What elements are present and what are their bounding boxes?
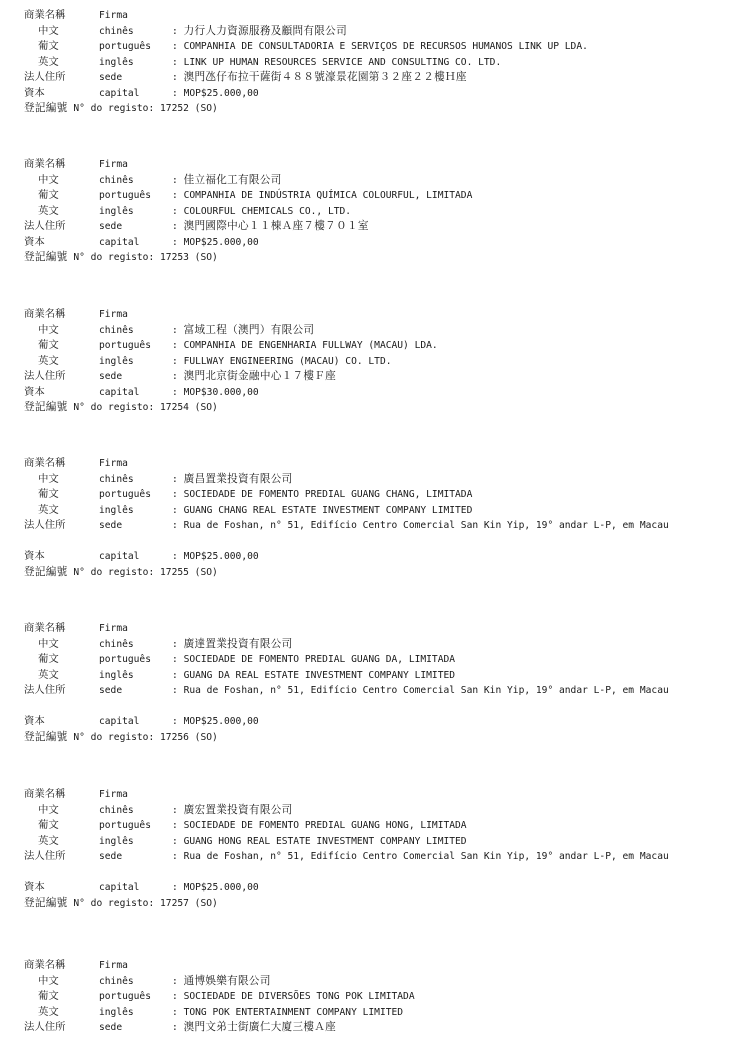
chines-label-zh: 中文 <box>38 637 59 650</box>
registo-label-zh: 登記編號 <box>24 565 68 578</box>
sede-row <box>0 1020 736 1036</box>
firma-label-zh: 商業名稱 <box>24 457 66 469</box>
chines-name: 佳立福化工有限公司 <box>183 173 282 186</box>
ingles-label-zh: 英文 <box>38 1005 59 1018</box>
capital-label-zh: 資本 <box>24 385 45 398</box>
ingles-value: : GUANG CHANG REAL ESTATE INVESTMENT COMPANY LIMITED <box>172 504 473 516</box>
sede-row <box>0 849 736 880</box>
firma-label-zh: 商業名稱 <box>24 959 66 971</box>
sede-value: : Rua de Foshan, n° 51, Edifício Centro Comercial San Kin Yip, 19° andar L-P, em Macau <box>172 520 669 531</box>
ingles-name: TONG POK ENTERTAINMENT COMPANY LIMITED <box>183 1006 404 1018</box>
chines-row <box>0 637 736 653</box>
registo-row <box>0 896 736 912</box>
registo-line <box>24 565 218 581</box>
capital-value: : MOP$25.000,00 <box>172 87 259 99</box>
chines-label-zh: 中文 <box>38 323 59 336</box>
sede-row <box>0 683 736 714</box>
ingles-value: : TONG POK ENTERTAINMENT COMPANY LIMITED <box>172 1006 404 1018</box>
firma-label-pt: Firma <box>99 960 128 971</box>
registo-line <box>24 101 218 117</box>
capital-row <box>0 385 736 401</box>
firma-label-zh: 商業名稱 <box>24 9 66 21</box>
capital-value: : MOP$25.000,00 <box>172 716 259 727</box>
portugues-label-zh: 葡文 <box>38 189 59 201</box>
portugues-row <box>0 487 736 503</box>
sede-label-pt: sede <box>99 221 123 232</box>
chines-row <box>0 323 736 339</box>
portugues-value: : SOCIEDADE DE FOMENTO PREDIAL GUANG HONG, LIMITADA <box>172 820 467 831</box>
ingles-label-zh: 英文 <box>38 354 59 367</box>
registo-row <box>0 730 736 746</box>
firma-label-pt: Firma <box>99 10 128 21</box>
chines-label-pt: chinês <box>99 174 134 186</box>
capital-row <box>0 235 736 251</box>
capital-label-pt: capital <box>99 236 140 248</box>
capital-row <box>0 880 736 896</box>
chines-label-zh: 中文 <box>38 803 59 816</box>
sede-address: 澳門國際中心１１棟Ａ座７樓７０１室 <box>183 220 369 232</box>
sede-address: 澳門氹仔布拉干薩街４８８號濠景花園第３２座２２樓Ｈ座 <box>183 71 467 83</box>
capital-amount: MOP$25.000,00 <box>183 236 259 248</box>
sede-label-zh: 法人住所 <box>24 71 66 83</box>
capital-amount: MOP$25.000,00 <box>183 716 259 727</box>
portugues-label-pt: português <box>99 340 151 351</box>
registo-label-zh: 登記編號 <box>24 401 68 413</box>
chines-value: : 佳立福化工有限公司 <box>172 173 282 186</box>
ingles-row <box>0 55 736 71</box>
portugues-name: COMPANHIA DE INDÚSTRIA QUÍMICA COLOURFUL, LIMITADA <box>183 190 473 201</box>
sede-label-zh: 法人住所 <box>24 519 66 531</box>
sede-row <box>0 369 736 385</box>
portugues-name: COMPANHIA DE CONSULTADORIA E SERVIÇOS DE RECURSOS HUMANOS LINK UP LDA. <box>183 41 588 52</box>
registo-row <box>0 565 736 581</box>
portugues-name: SOCIEDADE DE FOMENTO PREDIAL GUANG HONG, LIMITADA <box>183 820 467 831</box>
chines-value: : 廣達置業投資有限公司 <box>172 637 293 650</box>
sede-row <box>0 219 736 235</box>
firma-label-pt: Firma <box>99 623 128 634</box>
sede-address: Rua de Foshan, n° 51, Edifício Centro Comercial San Kin Yip, 19° andar L-P, em Macau <box>183 685 669 696</box>
company-entry-17254 <box>0 307 736 416</box>
ingles-value: : FULLWAY ENGINEERING (MACAU) CO. LTD. <box>172 355 392 367</box>
ingles-value: : GUANG DA REAL ESTATE INVESTMENT COMPANY LIMITED <box>172 669 456 681</box>
sede-label-zh: 法人住所 <box>24 220 66 232</box>
registo-label-pt: N° do registo: <box>73 402 155 413</box>
registo-label-pt: N° do registo: <box>73 566 155 578</box>
ingles-name: GUANG HONG REAL ESTATE INVESTMENT COMPANY LIMITED <box>183 835 467 847</box>
registo-line <box>24 730 218 746</box>
registo-label-zh: 登記編號 <box>24 896 68 909</box>
sede-address: 澳門北京街金融中心１７樓Ｆ座 <box>183 370 337 382</box>
portugues-label-zh: 葡文 <box>38 990 59 1002</box>
capital-label-zh: 資本 <box>24 86 45 99</box>
chines-name: 富域工程（澳門）有限公司 <box>183 323 315 336</box>
registo-line <box>24 250 218 266</box>
chines-row <box>0 24 736 40</box>
registo-number: 17256 (SO) <box>160 731 218 743</box>
chines-name: 通博娛樂有限公司 <box>183 974 271 987</box>
registo-row <box>0 101 736 117</box>
chines-row <box>0 173 736 189</box>
portugues-value: : SOCIEDADE DE DIVERSÕES TONG POK LIMITADA <box>172 991 415 1002</box>
portugues-row <box>0 338 736 354</box>
sede-address: Rua de Foshan, n° 51, Edifício Centro Comercial San Kin Yip, 19° andar L-P, em Macau <box>183 520 669 531</box>
chines-row <box>0 472 736 488</box>
ingles-label-zh: 英文 <box>38 668 59 681</box>
portugues-label-pt: português <box>99 190 151 201</box>
registo-number: 17254 (SO) <box>160 402 218 413</box>
registo-label-pt: N° do registo: <box>73 731 155 743</box>
registo-label-pt: N° do registo: <box>73 103 155 114</box>
ingles-label-pt: inglês <box>99 56 134 68</box>
chines-value: : 富域工程（澳門）有限公司 <box>172 323 315 336</box>
ingles-label-pt: inglês <box>99 1006 134 1018</box>
capital-amount: MOP$30.000,00 <box>183 386 259 398</box>
chines-label-pt: chinês <box>99 804 134 816</box>
portugues-value: : COMPANHIA DE CONSULTADORIA E SERVIÇOS DE RECURSOS HUMANOS LINK UP LDA. <box>172 41 588 52</box>
sede-value: : 澳門國際中心１１棟Ａ座７樓７０１室 <box>172 220 369 232</box>
portugues-value: : COMPANHIA DE ENGENHARIA FULLWAY (MACAU) LDA. <box>172 340 438 351</box>
capital-label-zh: 資本 <box>24 881 45 893</box>
registo-label-pt: N° do registo: <box>73 252 155 263</box>
registo-label-zh: 登記編號 <box>24 730 68 743</box>
registo-number: 17255 (SO) <box>160 566 218 578</box>
portugues-row <box>0 818 736 834</box>
chines-value: : 力行人力資源服務及顧問有限公司 <box>172 24 347 37</box>
portugues-label-pt: português <box>99 654 151 665</box>
ingles-label-pt: inglês <box>99 669 134 681</box>
chines-value: : 廣宏置業投資有限公司 <box>172 803 293 816</box>
capital-amount: MOP$25.000,00 <box>183 87 259 99</box>
registo-line <box>24 400 218 416</box>
sede-value: : 澳門文弟士街廣仁大廈三樓Ａ座 <box>172 1021 337 1033</box>
portugues-name: SOCIEDADE DE DIVERSÕES TONG POK LIMITADA <box>183 991 415 1002</box>
chines-name: 廣宏置業投資有限公司 <box>183 803 293 816</box>
portugues-label-zh: 葡文 <box>38 653 59 665</box>
firma-label-zh: 商業名稱 <box>24 622 66 634</box>
capital-value: : MOP$25.000,00 <box>172 551 259 562</box>
ingles-row <box>0 1005 736 1021</box>
portugues-value: : COMPANHIA DE INDÚSTRIA QUÍMICA COLOURFUL, LIMITADA <box>172 190 473 201</box>
capital-label-pt: capital <box>99 716 140 727</box>
chines-label-zh: 中文 <box>38 173 59 186</box>
portugues-label-zh: 葡文 <box>38 488 59 500</box>
capital-amount: MOP$25.000,00 <box>183 882 259 893</box>
portugues-label-zh: 葡文 <box>38 819 59 831</box>
registo-number: 17257 (SO) <box>160 897 218 909</box>
ingles-name: COLOURFUL CHEMICALS CO., LTD. <box>183 205 352 217</box>
sede-label-pt: sede <box>99 72 123 83</box>
sede-label-zh: 法人住所 <box>24 684 66 696</box>
ingles-label-pt: inglês <box>99 355 134 367</box>
portugues-row <box>0 39 736 55</box>
portugues-label-pt: português <box>99 489 151 500</box>
sede-value: : 澳門北京街金融中心１７樓Ｆ座 <box>172 370 337 382</box>
capital-row <box>0 714 736 730</box>
chines-row <box>0 803 736 819</box>
portugues-label-pt: português <box>99 41 151 52</box>
capital-label-zh: 資本 <box>24 550 45 562</box>
chines-label-pt: chinês <box>99 324 134 336</box>
sede-row <box>0 518 736 549</box>
chines-value: : 廣昌置業投資有限公司 <box>172 472 293 485</box>
chines-label-zh: 中文 <box>38 974 59 987</box>
firma-row <box>0 157 736 173</box>
ingles-label-zh: 英文 <box>38 204 59 217</box>
registo-label-pt: N° do registo: <box>73 897 155 909</box>
sede-label-pt: sede <box>99 520 123 531</box>
chines-value: : 通博娛樂有限公司 <box>172 974 271 987</box>
registo-row <box>0 400 736 416</box>
capital-label-zh: 資本 <box>24 715 45 727</box>
chines-name: 廣達置業投資有限公司 <box>183 637 293 650</box>
capital-label-pt: capital <box>99 87 140 99</box>
chines-label-pt: chinês <box>99 975 134 987</box>
ingles-name: GUANG CHANG REAL ESTATE INVESTMENT COMPANY LIMITED <box>183 504 473 516</box>
sede-label-pt: sede <box>99 1022 123 1033</box>
sede-address: Rua de Foshan, n° 51, Edifício Centro Comercial San Kin Yip, 19° andar L-P, em Macau <box>183 851 669 862</box>
portugues-row <box>0 188 736 204</box>
sede-label-pt: sede <box>99 685 123 696</box>
ingles-value: : LINK UP HUMAN RESOURCES SERVICE AND CONSULTING CO. LTD. <box>172 56 502 68</box>
registo-line <box>24 896 218 912</box>
capital-value: : MOP$25.000,00 <box>172 882 259 893</box>
sede-label-zh: 法人住所 <box>24 370 66 382</box>
firma-label-pt: Firma <box>99 159 128 170</box>
portugues-row <box>0 652 736 668</box>
chines-label-pt: chinês <box>99 25 134 37</box>
ingles-row <box>0 668 736 684</box>
chines-name: 廣昌置業投資有限公司 <box>183 472 293 485</box>
firma-row <box>0 621 736 637</box>
capital-label-pt: capital <box>99 551 140 562</box>
firma-label-pt: Firma <box>99 789 128 800</box>
portugues-name: COMPANHIA DE ENGENHARIA FULLWAY (MACAU) LDA. <box>183 340 438 351</box>
ingles-row <box>0 354 736 370</box>
ingles-label-pt: inglês <box>99 504 134 516</box>
firma-label-zh: 商業名稱 <box>24 158 66 170</box>
capital-label-pt: capital <box>99 882 140 893</box>
ingles-value: : COLOURFUL CHEMICALS CO., LTD. <box>172 205 352 217</box>
chines-name: 力行人力資源服務及顧問有限公司 <box>183 24 347 37</box>
chines-label-pt: chinês <box>99 473 134 485</box>
company-entry-17256 <box>0 621 736 745</box>
firma-label-zh: 商業名稱 <box>24 308 66 320</box>
registo-row <box>0 250 736 266</box>
chines-label-zh: 中文 <box>38 24 59 37</box>
chines-row <box>0 974 736 990</box>
firma-row <box>0 456 736 472</box>
capital-amount: MOP$25.000,00 <box>183 551 259 562</box>
sede-value: : 澳門氹仔布拉干薩街４８８號濠景花園第３２座２２樓Ｈ座 <box>172 71 467 83</box>
chines-label-zh: 中文 <box>38 472 59 485</box>
ingles-row <box>0 834 736 850</box>
ingles-label-pt: inglês <box>99 205 134 217</box>
portugues-name: SOCIEDADE DE FOMENTO PREDIAL GUANG CHANG, LIMITADA <box>183 489 473 500</box>
firma-row <box>0 307 736 323</box>
ingles-label-pt: inglês <box>99 835 134 847</box>
portugues-row <box>0 989 736 1005</box>
firma-row <box>0 8 736 24</box>
sede-label-zh: 法人住所 <box>24 850 66 862</box>
sede-value: : Rua de Foshan, n° 51, Edifício Centro Comercial San Kin Yip, 19° andar L-P, em Macau <box>172 851 669 862</box>
portugues-label-pt: português <box>99 991 151 1002</box>
registo-number: 17253 (SO) <box>160 252 218 263</box>
firma-label-pt: Firma <box>99 309 128 320</box>
portugues-label-zh: 葡文 <box>38 40 59 52</box>
ingles-label-zh: 英文 <box>38 55 59 68</box>
chines-label-pt: chinês <box>99 638 134 650</box>
ingles-value: : GUANG HONG REAL ESTATE INVESTMENT COMPANY LIMITED <box>172 835 467 847</box>
ingles-row <box>0 204 736 220</box>
firma-row <box>0 787 736 803</box>
registo-label-zh: 登記編號 <box>24 251 68 263</box>
capital-value: : MOP$25.000,00 <box>172 236 259 248</box>
capital-label-pt: capital <box>99 386 140 398</box>
firma-label-pt: Firma <box>99 458 128 469</box>
ingles-label-zh: 英文 <box>38 503 59 516</box>
company-entry-tong-pok <box>0 958 736 1036</box>
ingles-row <box>0 503 736 519</box>
capital-value: : MOP$30.000,00 <box>172 386 259 398</box>
ingles-label-zh: 英文 <box>38 834 59 847</box>
capital-row <box>0 86 736 102</box>
company-entry-17257 <box>0 787 736 911</box>
firma-label-zh: 商業名稱 <box>24 788 66 800</box>
capital-row <box>0 549 736 565</box>
registo-label-zh: 登記編號 <box>24 102 68 114</box>
portugues-value: : SOCIEDADE DE FOMENTO PREDIAL GUANG CHANG, LIMITADA <box>172 489 473 500</box>
ingles-name: FULLWAY ENGINEERING (MACAU) CO. LTD. <box>183 355 392 367</box>
sede-label-zh: 法人住所 <box>24 1021 66 1033</box>
sede-value: : Rua de Foshan, n° 51, Edifício Centro Comercial San Kin Yip, 19° andar L-P, em Macau <box>172 685 669 696</box>
ingles-name: LINK UP HUMAN RESOURCES SERVICE AND CONSULTING CO. LTD. <box>183 56 502 68</box>
firma-row <box>0 958 736 974</box>
sede-address: 澳門文弟士街廣仁大廈三樓Ａ座 <box>183 1021 337 1033</box>
company-entry-17252 <box>0 8 736 117</box>
company-entry-17255 <box>0 456 736 580</box>
sede-row <box>0 70 736 86</box>
portugues-name: SOCIEDADE DE FOMENTO PREDIAL GUANG DA, LIMITADA <box>183 654 456 665</box>
sede-label-pt: sede <box>99 371 123 382</box>
portugues-label-pt: português <box>99 820 151 831</box>
company-entry-17253 <box>0 157 736 266</box>
capital-label-zh: 資本 <box>24 235 45 248</box>
sede-label-pt: sede <box>99 851 123 862</box>
portugues-value: : SOCIEDADE DE FOMENTO PREDIAL GUANG DA, LIMITADA <box>172 654 456 665</box>
ingles-name: GUANG DA REAL ESTATE INVESTMENT COMPANY LIMITED <box>183 669 456 681</box>
portugues-label-zh: 葡文 <box>38 339 59 351</box>
registo-number: 17252 (SO) <box>160 103 218 114</box>
